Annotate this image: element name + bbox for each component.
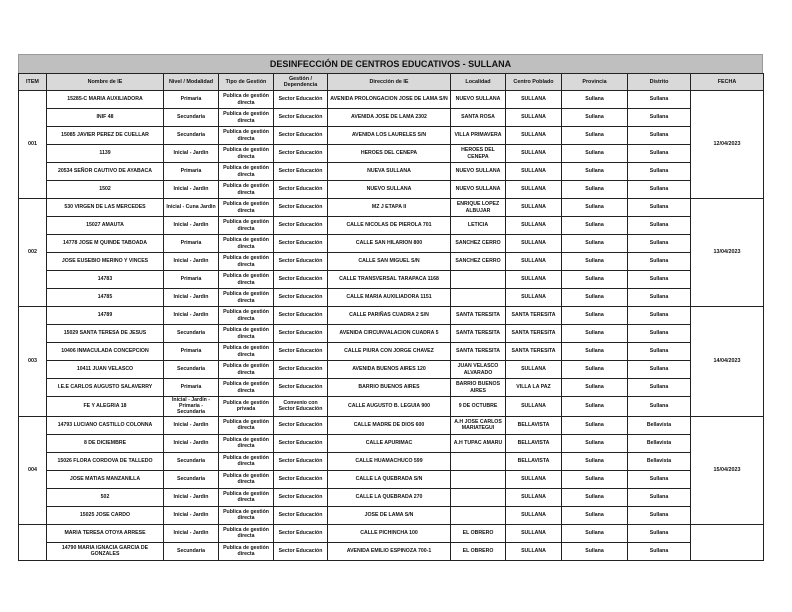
- date-cell: 12/04/2023: [691, 91, 764, 199]
- cell-address: CALLE NICOLAS DE PIEROLA 701: [328, 217, 451, 235]
- cell-dependency: Sector Educación: [274, 524, 328, 542]
- cell-district: Sullana: [628, 506, 691, 524]
- cell-level: Inicial - Jardin: [164, 307, 219, 325]
- column-header-dependencia: Gestión / Dependencia: [274, 74, 328, 91]
- table-row: [19, 145, 764, 163]
- table-row: [19, 488, 764, 506]
- cell-level: Inicial - Jardin: [164, 289, 219, 307]
- cell-district: Bellavista: [628, 416, 691, 434]
- table-row: [19, 434, 764, 452]
- cell-district: Sullana: [628, 199, 691, 217]
- cell-locality: ENRIQUE LOPEZ ALBUJAR: [451, 199, 506, 217]
- cell-level: Inicial - Jardin: [164, 416, 219, 434]
- table-row: [19, 506, 764, 524]
- cell-town: SANTA TERESITA: [506, 343, 562, 361]
- cell-management-type: Publica de gestión directa: [219, 524, 274, 542]
- cell-school-name: 15027 AMAUTA: [47, 217, 164, 235]
- cell-management-type: Publica de gestión directa: [219, 217, 274, 235]
- cell-dependency: Sector Educación: [274, 488, 328, 506]
- cell-locality: JUAN VELASCO ALVARADO: [451, 361, 506, 379]
- cell-province: Sullana: [562, 109, 628, 127]
- cell-address: CALLE LA QUEBRADA S/N: [328, 470, 451, 488]
- table-row: [19, 325, 764, 343]
- table-row: [19, 524, 764, 542]
- cell-province: Sullana: [562, 343, 628, 361]
- cell-address: AVENIDA EMILIO ESPINOZA 700-1: [328, 542, 451, 560]
- cell-locality: BARRIO BUENOS AIRES: [451, 379, 506, 397]
- cell-dependency: Sector Educación: [274, 542, 328, 560]
- cell-dependency: Sector Educación: [274, 181, 328, 199]
- column-header-fecha: FECHA: [691, 74, 764, 91]
- column-header-nombre: Nombre de IE: [47, 74, 164, 91]
- cell-level: Secundaria: [164, 109, 219, 127]
- cell-level: Secundaria: [164, 452, 219, 470]
- cell-dependency: Sector Educación: [274, 127, 328, 145]
- cell-level: Inicial - Jardin: [164, 145, 219, 163]
- cell-dependency: Sector Educación: [274, 434, 328, 452]
- table-row: [19, 470, 764, 488]
- cell-locality: SANCHEZ CERRO: [451, 235, 506, 253]
- item-number: 004: [19, 416, 47, 524]
- cell-locality: SANTA ROSA: [451, 109, 506, 127]
- table-row: [19, 91, 764, 109]
- cell-locality: A.H JOSE CARLOS MARIATEGUI: [451, 416, 506, 434]
- cell-management-type: Publica de gestión directa: [219, 235, 274, 253]
- cell-province: Sullana: [562, 91, 628, 109]
- cell-province: Sullana: [562, 307, 628, 325]
- cell-district: Sullana: [628, 379, 691, 397]
- cell-school-name: 8 DE DICIEMBRE: [47, 434, 164, 452]
- cell-dependency: Sector Educación: [274, 506, 328, 524]
- table-row: [19, 343, 764, 361]
- cell-management-type: Publica de gestión directa: [219, 506, 274, 524]
- cell-district: Sullana: [628, 307, 691, 325]
- cell-town: BELLAVISTA: [506, 434, 562, 452]
- cell-level: Secundaria: [164, 325, 219, 343]
- cell-district: Sullana: [628, 217, 691, 235]
- table-row: [19, 235, 764, 253]
- cell-level: Secundaria: [164, 127, 219, 145]
- cell-level: Primaria: [164, 91, 219, 109]
- cell-locality: SANCHEZ CERRO: [451, 253, 506, 271]
- cell-province: Sullana: [562, 181, 628, 199]
- cell-level: Inicial - Jardin - Primaria - Secundaria: [164, 397, 219, 417]
- cell-level: Inicial - Jardin: [164, 506, 219, 524]
- cell-district: Sullana: [628, 470, 691, 488]
- cell-management-type: Publica de gestión directa: [219, 181, 274, 199]
- cell-level: Inicial - Jardin: [164, 217, 219, 235]
- cell-town: SULLANA: [506, 361, 562, 379]
- cell-level: Inicial - Jardin: [164, 253, 219, 271]
- table-body: [19, 91, 764, 561]
- cell-management-type: Publica de gestión directa: [219, 127, 274, 145]
- cell-town: SULLANA: [506, 542, 562, 560]
- cell-locality: HEROES DEL CENEPA: [451, 145, 506, 163]
- cell-management-type: Publica de gestión directa: [219, 379, 274, 397]
- cell-province: Sullana: [562, 325, 628, 343]
- cell-dependency: Sector Educación: [274, 235, 328, 253]
- cell-level: Primaria: [164, 235, 219, 253]
- cell-district: Sullana: [628, 325, 691, 343]
- cell-management-type: Publica de gestión directa: [219, 91, 274, 109]
- cell-town: SULLANA: [506, 199, 562, 217]
- cell-locality: LETICIA: [451, 217, 506, 235]
- cell-district: Sullana: [628, 127, 691, 145]
- cell-town: SULLANA: [506, 524, 562, 542]
- cell-dependency: Sector Educación: [274, 307, 328, 325]
- cell-school-name: FE Y ALEGRIA 18: [47, 397, 164, 417]
- cell-town: VILLA LA PAZ: [506, 379, 562, 397]
- table-row: [19, 181, 764, 199]
- cell-management-type: Publica de gestión directa: [219, 488, 274, 506]
- cell-address: NUEVA SULLANA: [328, 163, 451, 181]
- cell-town: SULLANA: [506, 109, 562, 127]
- cell-province: Sullana: [562, 542, 628, 560]
- cell-address: MZ J ETAPA II: [328, 199, 451, 217]
- column-header-nivel: Nivel / Modalidad: [164, 74, 219, 91]
- table-row: [19, 199, 764, 217]
- cell-province: Sullana: [562, 271, 628, 289]
- column-header-tipo-gestion: Tipo de Gestión: [219, 74, 274, 91]
- cell-school-name: 1139: [47, 145, 164, 163]
- cell-town: SULLANA: [506, 506, 562, 524]
- cell-town: SULLANA: [506, 91, 562, 109]
- column-header-direccion: Dirección de IE: [328, 74, 451, 91]
- cell-level: Secundaria: [164, 542, 219, 560]
- cell-town: SULLANA: [506, 181, 562, 199]
- cell-province: Sullana: [562, 488, 628, 506]
- cell-school-name: 14793 LUCIANO CASTILLO COLONNA: [47, 416, 164, 434]
- cell-level: Inicial - Jardin: [164, 524, 219, 542]
- cell-locality: VILLA PRIMAVERA: [451, 127, 506, 145]
- spreadsheet: [18, 54, 763, 561]
- sheet-title: DESINFECCIÓN DE CENTROS EDUCATIVOS - SULLANA: [18, 54, 763, 73]
- cell-dependency: Convenio con Sector Educación: [274, 397, 328, 417]
- table-row: [19, 397, 764, 417]
- cell-address: CALLE PARIÑAS CUADRA 2 S/N: [328, 307, 451, 325]
- cell-management-type: Publica de gestión directa: [219, 289, 274, 307]
- cell-province: Sullana: [562, 199, 628, 217]
- cell-level: Primaria: [164, 271, 219, 289]
- cell-dependency: Sector Educación: [274, 379, 328, 397]
- cell-address: CALLE LA QUEBRADA 270: [328, 488, 451, 506]
- cell-locality: [451, 470, 506, 488]
- table-row: [19, 452, 764, 470]
- cell-address: CALLE PIURA CON JORGE CHAVEZ: [328, 343, 451, 361]
- cell-school-name: 1502: [47, 181, 164, 199]
- cell-dependency: Sector Educación: [274, 163, 328, 181]
- cell-level: Secundaria: [164, 470, 219, 488]
- cell-province: Sullana: [562, 470, 628, 488]
- cell-town: SANTA TERESITA: [506, 307, 562, 325]
- cell-locality: NUEVO SULLANA: [451, 91, 506, 109]
- cell-town: SULLANA: [506, 488, 562, 506]
- cell-management-type: Publica de gestión directa: [219, 343, 274, 361]
- cell-town: SULLANA: [506, 289, 562, 307]
- table-row: [19, 127, 764, 145]
- item-number: 003: [19, 307, 47, 417]
- cell-province: Sullana: [562, 253, 628, 271]
- table-row: [19, 163, 764, 181]
- cell-town: BELLAVISTA: [506, 452, 562, 470]
- cell-school-name: 15025 JOSE CARDO: [47, 506, 164, 524]
- cell-town: SULLANA: [506, 253, 562, 271]
- cell-province: Sullana: [562, 416, 628, 434]
- column-header-centro-poblado: Centro Poblado: [506, 74, 562, 91]
- cell-management-type: Publica de gestión directa: [219, 542, 274, 560]
- cell-dependency: Sector Educación: [274, 416, 328, 434]
- cell-school-name: 14790 MARIA IGNACIA GARCIA DE GONZALES: [47, 542, 164, 560]
- item-number: [19, 524, 47, 560]
- date-cell: 14/04/2023: [691, 307, 764, 417]
- cell-province: Sullana: [562, 163, 628, 181]
- cell-province: Sullana: [562, 524, 628, 542]
- cell-address: AVENIDA PROLONGACION JOSE DE LAMA S/N: [328, 91, 451, 109]
- cell-address: NUEVO SULLANA: [328, 181, 451, 199]
- cell-dependency: Sector Educación: [274, 199, 328, 217]
- cell-management-type: Publica de gestión directa: [219, 199, 274, 217]
- cell-address: CALLE TRANSVERSAL TARAPACA 1168: [328, 271, 451, 289]
- cell-district: Sullana: [628, 361, 691, 379]
- cell-town: SULLANA: [506, 397, 562, 417]
- cell-level: Inicial - Cuna Jardin: [164, 199, 219, 217]
- cell-school-name: 15285-C MARIA AUXILIADORA: [47, 91, 164, 109]
- item-number: 001: [19, 91, 47, 199]
- cell-management-type: Publica de gestión directa: [219, 109, 274, 127]
- cell-school-name: 14789: [47, 307, 164, 325]
- cell-dependency: Sector Educación: [274, 253, 328, 271]
- cell-school-name: 15029 SANTA TERESA DE JESUS: [47, 325, 164, 343]
- cell-management-type: Publica de gestión directa: [219, 361, 274, 379]
- cell-district: Sullana: [628, 253, 691, 271]
- cell-district: Sullana: [628, 235, 691, 253]
- cell-school-name: 14778 JOSE M QUINDE TABOADA: [47, 235, 164, 253]
- table-row: [19, 289, 764, 307]
- column-header-provincia: Provincia: [562, 74, 628, 91]
- cell-address: JOSE DE LAMA S/N: [328, 506, 451, 524]
- cell-district: Sullana: [628, 91, 691, 109]
- cell-dependency: Sector Educación: [274, 289, 328, 307]
- column-header-item: ITEM: [19, 74, 47, 91]
- cell-address: AVENIDA JOSE DE LAMA 2302: [328, 109, 451, 127]
- cell-management-type: Publica de gestión directa: [219, 253, 274, 271]
- cell-school-name: 15085 JAVIER PEREZ DE CUELLAR: [47, 127, 164, 145]
- cell-dependency: Sector Educación: [274, 217, 328, 235]
- date-cell: [691, 524, 764, 560]
- cell-management-type: Publica de gestión directa: [219, 163, 274, 181]
- cell-district: Sullana: [628, 542, 691, 560]
- cell-school-name: JOSE MATIAS MANZANILLA: [47, 470, 164, 488]
- cell-province: Sullana: [562, 235, 628, 253]
- cell-town: SULLANA: [506, 163, 562, 181]
- cell-address: CALLE MARIA AUXILIADORA 1151: [328, 289, 451, 307]
- cell-address: AVENIDA BUENOS AIRES 120: [328, 361, 451, 379]
- cell-locality: NUEVO SULLANA: [451, 163, 506, 181]
- cell-management-type: Publica de gestión directa: [219, 470, 274, 488]
- cell-district: Sullana: [628, 289, 691, 307]
- cell-dependency: Sector Educación: [274, 325, 328, 343]
- cell-province: Sullana: [562, 397, 628, 417]
- cell-dependency: Sector Educación: [274, 271, 328, 289]
- cell-address: CALLE SAN HILARION 800: [328, 235, 451, 253]
- cell-level: Inicial - Jardin: [164, 488, 219, 506]
- cell-district: Sullana: [628, 109, 691, 127]
- cell-management-type: Publica de gestión directa: [219, 452, 274, 470]
- cell-town: SANTA TERESITA: [506, 325, 562, 343]
- cell-locality: [451, 506, 506, 524]
- cell-address: CALLE HUAMACHUCO 599: [328, 452, 451, 470]
- table-row: [19, 217, 764, 235]
- cell-level: Primaria: [164, 343, 219, 361]
- date-cell: 15/04/2023: [691, 416, 764, 524]
- cell-province: Sullana: [562, 506, 628, 524]
- cell-school-name: 14785: [47, 289, 164, 307]
- cell-locality: 9 DE OCTUBRE: [451, 397, 506, 417]
- cell-district: Sullana: [628, 181, 691, 199]
- cell-town: SULLANA: [506, 127, 562, 145]
- table-row: [19, 307, 764, 325]
- column-header-localidad: Localidad: [451, 74, 506, 91]
- cell-locality: [451, 289, 506, 307]
- cell-level: Inicial - Jardin: [164, 434, 219, 452]
- cell-province: Sullana: [562, 379, 628, 397]
- item-number: 002: [19, 199, 47, 307]
- cell-level: Primaria: [164, 163, 219, 181]
- cell-locality: SANTA TERESITA: [451, 325, 506, 343]
- cell-province: Sullana: [562, 434, 628, 452]
- table-row: [19, 271, 764, 289]
- header-row: [19, 74, 764, 91]
- cell-school-name: 502: [47, 488, 164, 506]
- cell-district: Bellavista: [628, 452, 691, 470]
- cell-school-name: 15026 FLORA CORDOVA DE TALLEDO: [47, 452, 164, 470]
- cell-district: Sullana: [628, 163, 691, 181]
- cell-address: CALLE AUGUSTO B. LEGUIA 900: [328, 397, 451, 417]
- cell-dependency: Sector Educación: [274, 452, 328, 470]
- cell-locality: SANTA TERESITA: [451, 343, 506, 361]
- cell-management-type: Publica de gestión directa: [219, 307, 274, 325]
- cell-school-name: MARIA TERESA OTOYA ARRESE: [47, 524, 164, 542]
- cell-province: Sullana: [562, 217, 628, 235]
- cell-level: Primaria: [164, 379, 219, 397]
- column-header-distrito: Distrito: [628, 74, 691, 91]
- cell-town: BELLAVISTA: [506, 416, 562, 434]
- table-row: [19, 379, 764, 397]
- cell-address: CALLE SAN MIGUEL S/N: [328, 253, 451, 271]
- cell-dependency: Sector Educación: [274, 470, 328, 488]
- date-cell: 13/04/2023: [691, 199, 764, 307]
- cell-school-name: INIF 48: [47, 109, 164, 127]
- cell-province: Sullana: [562, 145, 628, 163]
- cell-district: Sullana: [628, 397, 691, 417]
- cell-locality: EL OBRERO: [451, 542, 506, 560]
- cell-school-name: 14783: [47, 271, 164, 289]
- cell-locality: SANTA TERESITA: [451, 307, 506, 325]
- cell-management-type: Publica de gestión directa: [219, 325, 274, 343]
- cell-dependency: Sector Educación: [274, 91, 328, 109]
- table-row: [19, 361, 764, 379]
- cell-management-type: Publica de gestión privada: [219, 397, 274, 417]
- cell-management-type: Publica de gestión directa: [219, 271, 274, 289]
- cell-district: Sullana: [628, 524, 691, 542]
- cell-district: Sullana: [628, 488, 691, 506]
- cell-province: Sullana: [562, 289, 628, 307]
- cell-district: Sullana: [628, 271, 691, 289]
- cell-school-name: 20534 SEÑOR CAUTIVO DE AYABACA: [47, 163, 164, 181]
- cell-dependency: Sector Educación: [274, 343, 328, 361]
- cell-dependency: Sector Educación: [274, 361, 328, 379]
- cell-province: Sullana: [562, 127, 628, 145]
- table-row: [19, 416, 764, 434]
- cell-dependency: Sector Educación: [274, 109, 328, 127]
- cell-address: CALLE APURIMAC: [328, 434, 451, 452]
- cell-school-name: I.E.E CARLOS AUGUSTO SALAVERRY: [47, 379, 164, 397]
- table-row: [19, 253, 764, 271]
- cell-level: Secundaria: [164, 361, 219, 379]
- cell-level: Inicial - Jardin: [164, 181, 219, 199]
- cell-town: SULLANA: [506, 217, 562, 235]
- cell-address: CALLE PICHINCHA 100: [328, 524, 451, 542]
- cell-locality: EL OBRERO: [451, 524, 506, 542]
- cell-locality: [451, 488, 506, 506]
- cell-dependency: Sector Educación: [274, 145, 328, 163]
- cell-address: HEROES DEL CENEPA: [328, 145, 451, 163]
- cell-address: BARRIO BUENOS AIRES: [328, 379, 451, 397]
- cell-district: Sullana: [628, 343, 691, 361]
- cell-town: SULLANA: [506, 470, 562, 488]
- table-row: [19, 109, 764, 127]
- cell-school-name: JOSE EUSEBIO MERINO Y VINCES: [47, 253, 164, 271]
- cell-locality: A.H TUPAC AMARU: [451, 434, 506, 452]
- cell-locality: NUEVO SULLANA: [451, 181, 506, 199]
- cell-district: Sullana: [628, 145, 691, 163]
- schools-table: [18, 73, 764, 561]
- cell-locality: [451, 452, 506, 470]
- cell-management-type: Publica de gestión directa: [219, 145, 274, 163]
- cell-school-name: 530 VIRGEN DE LAS MERCEDES: [47, 199, 164, 217]
- cell-address: CALLE MADRE DE DIOS 600: [328, 416, 451, 434]
- cell-school-name: 10411 JUAN VELASCO: [47, 361, 164, 379]
- cell-address: AVENIDA CIRCUNVALACION CUADRA 5: [328, 325, 451, 343]
- cell-locality: [451, 271, 506, 289]
- cell-district: Bellavista: [628, 434, 691, 452]
- cell-town: SULLANA: [506, 271, 562, 289]
- cell-town: SULLANA: [506, 145, 562, 163]
- cell-province: Sullana: [562, 452, 628, 470]
- cell-school-name: 10406 INMACULADA CONCEPCION: [47, 343, 164, 361]
- cell-province: Sullana: [562, 361, 628, 379]
- cell-management-type: Publica de gestión directa: [219, 434, 274, 452]
- cell-management-type: Publica de gestión directa: [219, 416, 274, 434]
- cell-town: SULLANA: [506, 235, 562, 253]
- cell-address: AVENIDA LOS LAURELES S/N: [328, 127, 451, 145]
- table-row: [19, 542, 764, 560]
